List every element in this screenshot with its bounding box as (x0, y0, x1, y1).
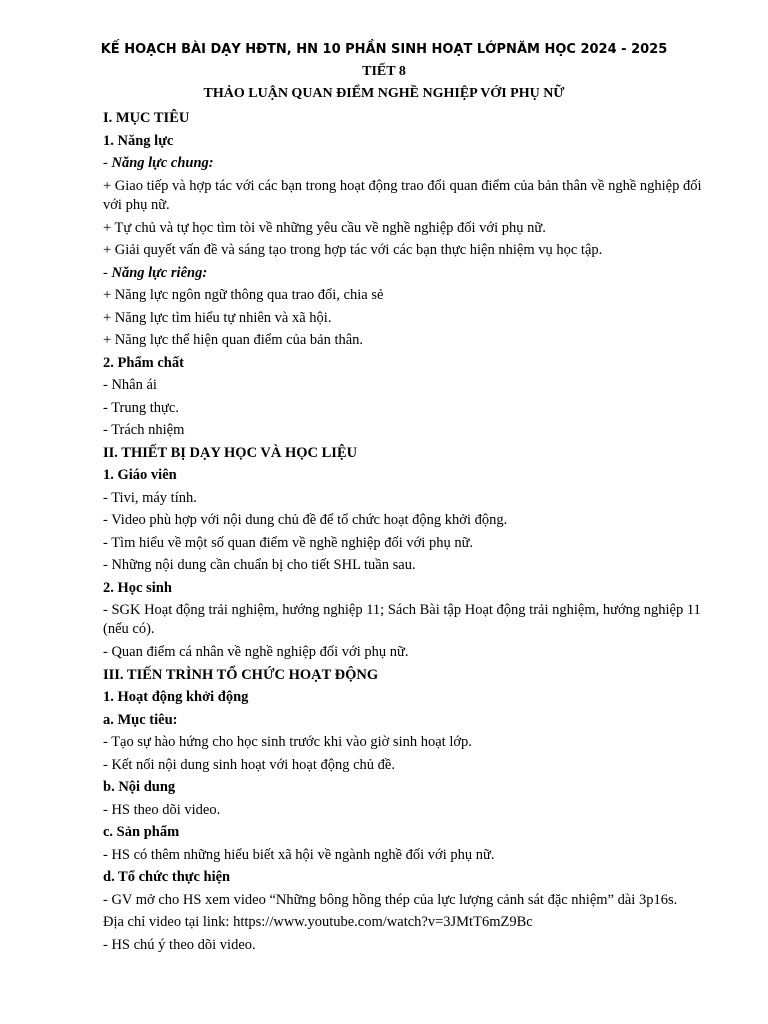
document-title: KẾ HOẠCH BÀI DẠY HĐTN, HN 10 PHẦN SINH HOẠT LỚPNĂM HỌC 2024 - 2025 (100, 42, 668, 57)
list-item: + Tự chủ và tự học tìm tòi về những yêu cầu về nghề nghiệp đối với phụ nữ. (103, 219, 546, 236)
subheading-warmup: 1. Hoạt động khởi động (103, 689, 249, 705)
list-item: + Năng lực tìm hiểu tự nhiên và xã hội. (103, 309, 332, 326)
subheading-qualities: 2. Phẩm chất (103, 354, 184, 371)
list-item: - Những nội dung cần chuẩn bị cho tiết SHL tuần sau. (103, 557, 416, 573)
subheading-students: 2. Học sinh (103, 579, 172, 596)
list-item: - Tạo sự hào hứng cho học sinh trước khi vào giờ sinh hoạt lớp. (103, 734, 472, 750)
list-item: + Giải quyết vấn đề và sáng tạo trong hợp tác với các bạn thực hiện nhiệm vụ học tập. (103, 242, 603, 258)
subheading-a: a. Mục tiêu: (103, 711, 178, 728)
list-item: - HS chú ý theo dõi video. (103, 936, 256, 953)
list-item: - Trách nhiệm (103, 422, 185, 438)
section-heading-objectives: I. MỤC TIÊU (103, 110, 190, 126)
list-item: + Năng lực ngôn ngữ thông qua trao đổi, chia sẻ (103, 287, 384, 303)
list-item: - Video phù hợp với nội dung chủ đề để tổ chức hoạt động khởi động. (103, 512, 508, 528)
general-competency-label: Năng lực chung: (111, 155, 214, 171)
subheading-c: c. Sản phẩm (103, 824, 180, 840)
list-item: - Kết nối nội dung sinh hoạt với hoạt động chủ đề. (103, 756, 395, 773)
dash: - (103, 264, 112, 281)
dash: - (103, 155, 112, 171)
list-item: - Quan điểm cá nhân về nghề nghiệp đối với phụ nữ. (103, 644, 409, 660)
subheading-competencies: 1. Năng lực (103, 132, 174, 149)
list-item: - HS theo dõi video. (103, 801, 221, 818)
specific-competency-line (103, 262, 723, 285)
general-competency-line (103, 152, 723, 175)
list-item: - Nhân ái (103, 377, 157, 393)
document-body (103, 107, 723, 956)
list-item: - Tìm hiểu về một số quan điểm về nghề nghiệp đối với phụ nữ. (103, 534, 474, 551)
specific-competency-label: Năng lực riêng: (111, 264, 208, 281)
lesson-title: THẢO LUẬN QUAN ĐIỂM NGHỀ NGHIỆP VỚI PHỤ NỮ (203, 86, 565, 101)
subheading-d: d. Tổ chức thực hiện (103, 869, 231, 885)
section-heading-process: III. TIẾN TRÌNH TỔ CHỨC HOẠT ĐỘNG (103, 666, 379, 683)
subheading-teacher: 1. Giáo viên (103, 467, 177, 483)
list-item: - Trung thực. (103, 399, 179, 416)
video-link-line: Địa chỉ video tại link: https://www.youtube.com/watch?v=3JMtT6mZ9Bc (103, 914, 533, 930)
list-item: - GV mở cho HS xem video “Những bông hồng thép của lực lượng cảnh sát đặc nhiệm” dài 3p16s. (103, 891, 678, 908)
subheading-b: b. Nội dung (103, 779, 176, 795)
section-heading-materials: II. THIẾT BỊ DẠY HỌC VÀ HỌC LIỆU (103, 444, 358, 461)
list-item: + Năng lực thể hiện quan điểm của bản thân. (103, 332, 364, 348)
list-item: - SGK Hoạt động trải nghiệm, hướng nghiệp 11; Sách Bài tập Hoạt động trải nghiệm, hướng nghiệp 11 (nếu có). (103, 602, 701, 637)
list-item: + Giao tiếp và hợp tác với các bạn trong hoạt động trao đổi quan điểm của bản thân về nghề nghiệp đối với phụ nữ. (103, 177, 702, 213)
lesson-number: TIẾT 8 (362, 64, 406, 79)
list-item: - HS có thêm những hiểu biết xã hội về ngành nghề đối với phụ nữ. (103, 846, 495, 863)
list-item: - Tivi, máy tính. (103, 489, 197, 506)
